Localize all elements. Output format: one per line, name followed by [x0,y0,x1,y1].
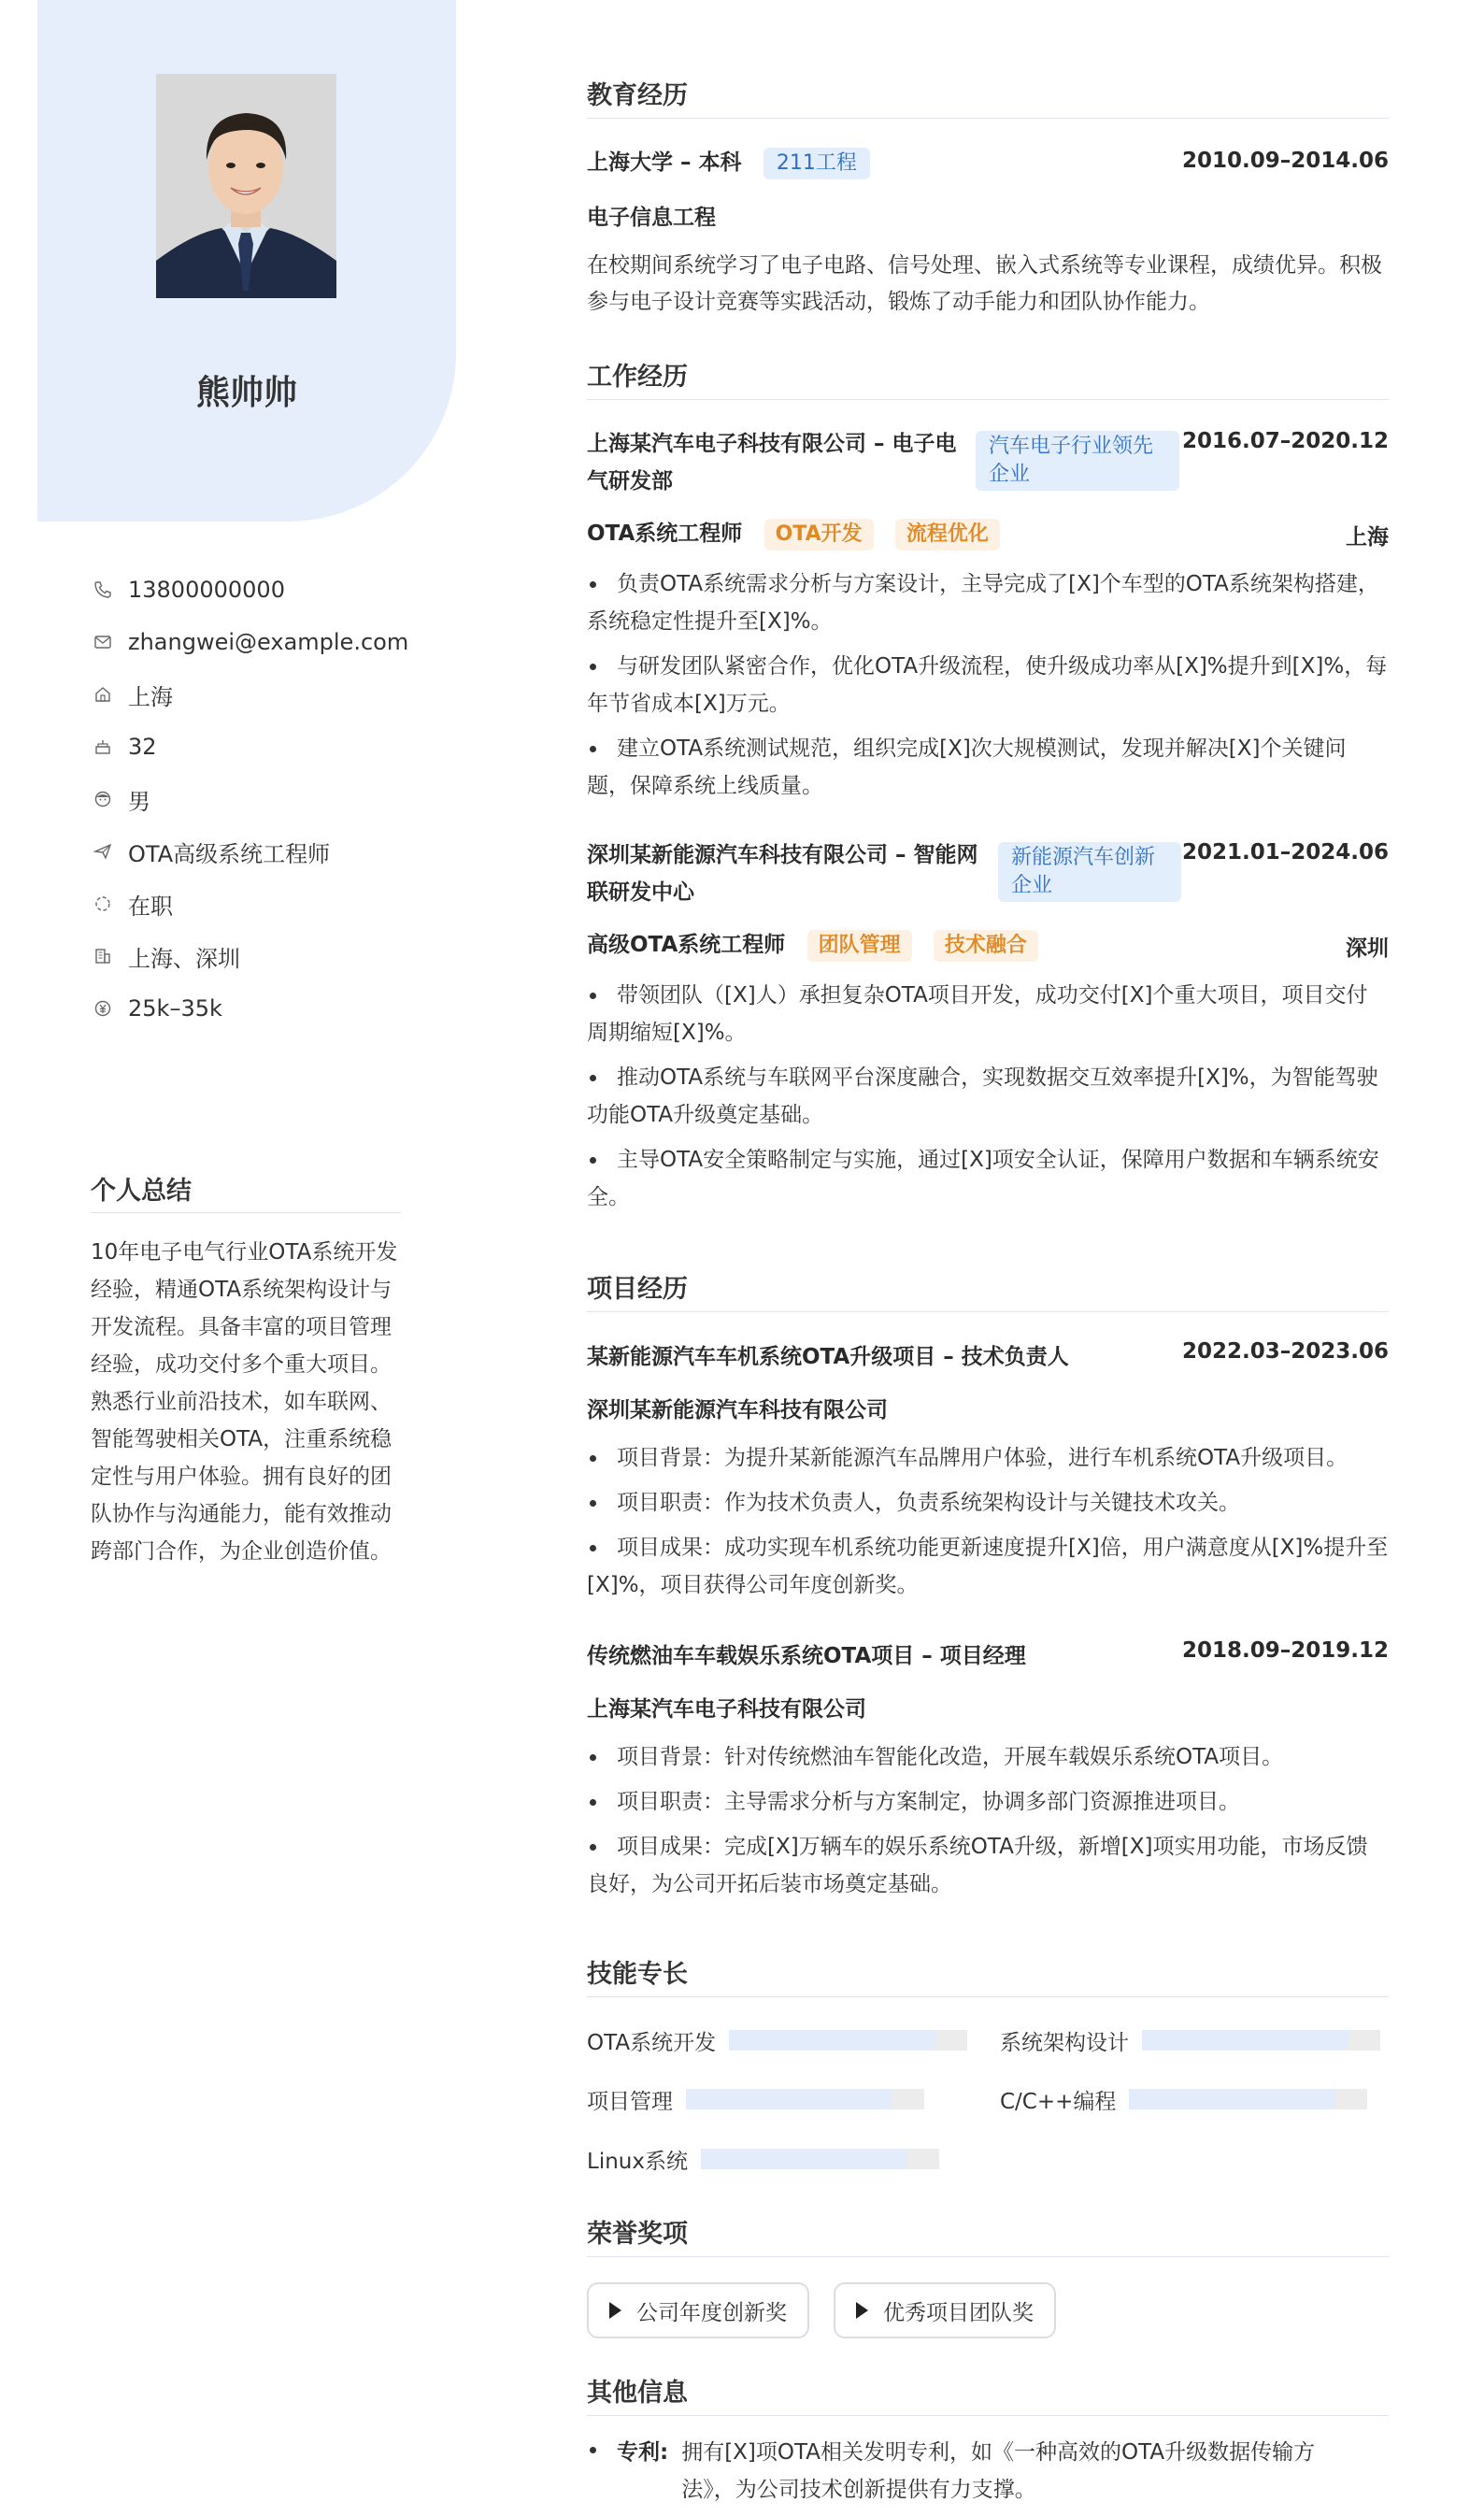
other-heading: 其他信息 [587,2372,1389,2416]
play-icon [609,2302,621,2319]
skill-level-bar [729,2030,967,2051]
contact-status [91,878,427,930]
job-1-bullets [587,565,1389,812]
list-item: 项目职责：作为技术负责人，负责系统架构设计与关键技术攻关。 [587,1484,1389,1522]
job-2-date: 2021.01–2024.06 [1181,840,1389,865]
skill-name: OTA系统开发 [587,2030,717,2055]
job-2-position-row [587,927,1389,962]
job-1-date: 2016.07–2020.12 [1181,429,1389,453]
job-2-header [587,836,1389,911]
skills-heading: 技能专长 [587,1953,1389,1997]
contact-city [91,668,427,721]
project-1-name: 某新能源汽车车机系统OTA升级项目 – 技术负责人 [587,1345,1069,1369]
status-icon [91,892,115,916]
home-icon [91,682,115,707]
list-item: 项目成果：完成[X]万辆车的娱乐系统OTA升级，新增[X]项实用功能，市场反馈良好，为公司开拓后装市场奠定基础。 [587,1828,1389,1903]
job-2-skill-tag: 团队管理 [807,930,912,962]
summary-text: 10年电子电气行业OTA系统开发经验，精通OTA系统架构设计与开发流程。具备丰富的项目管理经验，成功交付多个重大项目。熟悉行业前沿技术，如车联网、智能驾驶相关OTA，注重系统稳定性与用户体验。拥有良好的团队协作与沟通能力，能有效推动跨部门合作，为企业创造价值。 [91,1240,398,1564]
job-2-tag: 新能源汽车创新企业 [998,842,1181,902]
job-2-position: 高级OTA系统工程师 [587,933,786,957]
list-item: 项目背景：为提升某新能源汽车品牌用户体验，进行车机系统OTA升级项目。 [587,1439,1389,1477]
contact-salary-text: 25k–35k [128,995,222,1022]
contact-phone-text: 13800000000 [128,577,285,603]
contact-salary [91,982,427,1035]
education-tag: 211工程 [763,148,870,179]
skill-name: C/C++编程 [1000,2089,1117,2114]
job-2-bullets [587,977,1389,1223]
project-2-name: 传统燃油车车载娱乐系统OTA项目 – 项目经理 [587,1644,1026,1668]
job-1-city: 上海 [1346,525,1389,550]
award-item[interactable] [587,2282,809,2338]
projects-heading: 项目经历 [587,1268,1389,1312]
building-icon [91,944,115,968]
contact-age-text: 32 [128,734,157,760]
skill-item [1000,2022,1380,2059]
send-icon [91,839,115,864]
patent-text: 拥有[X]项OTA相关发明专利，如《一种高效的OTA升级数据传输方法》，为公司技术创新提供有力支撑。 [681,2440,1316,2502]
job-2-company: 深圳某新能源汽车科技有限公司 – 智能网联研发中心 [587,843,978,905]
list-item: 推动OTA系统与车联网平台深度融合，实现数据交互效率提升[X]%，为智能驾驶功能OTA升级奠定基础。 [587,1059,1389,1134]
project-2-company: 上海某汽车电子科技有限公司 [587,1697,866,1722]
contact-email [91,616,427,668]
job-1-tag: 汽车电子行业领先企业 [976,431,1179,491]
list-item: 主导OTA安全策略制定与实施，通过[X]项安全认证，保障用户数据和车辆系统安全。 [587,1141,1389,1216]
job-1-position: OTA系统工程师 [587,522,743,546]
skill-name: 系统架构设计 [1000,2030,1129,2055]
job-1-company: 上海某汽车电子科技有限公司 – 电子电气研发部 [587,432,957,493]
salary-icon [91,996,115,1021]
contact-email-text: zhangwei@example.com [128,629,409,655]
project-2-date: 2018.09–2019.12 [1181,1638,1389,1663]
job-2-skill-tag: 技术融合 [934,930,1038,962]
contact-status-text: 在职 [128,893,173,920]
skill-item [587,2140,939,2178]
list-item: 建立OTA系统测试规范，组织完成[X]次大规模测试，发现并解决[X]个关键问题，保障系统上线质量。 [587,730,1389,805]
phone-icon [91,578,115,602]
list-item: 与研发团队紧密合作，优化OTA升级流程，使升级成功率从[X]%提升到[X]%，每年节省成本[X]万元。 [587,648,1389,722]
list-item: 带领团队（[X]人）承担复杂OTA项目开发，成功交付[X]个重大项目，项目交付周期缩短[X]%。 [587,977,1389,1051]
list-item: 负责OTA系统需求分析与方案设计，主导完成了[X]个车型的OTA系统架构搭建，系统稳定性提升至[X]%。 [587,565,1389,640]
skill-item [587,2080,924,2118]
awards-heading: 荣誉奖项 [587,2213,1389,2257]
job-1-header [587,425,1389,500]
contact-gender [91,773,427,825]
award-label: 优秀项目团队奖 [883,2300,1034,2325]
skill-item [1000,2080,1367,2118]
contact-list [91,564,427,1035]
patent-label: 专利: [617,2440,669,2465]
bullet-dot [590,2447,596,2453]
skill-level-bar [1142,2030,1380,2051]
contact-city-text: 上海 [128,683,173,710]
skill-level-bar [701,2149,939,2169]
face-icon [91,787,115,811]
education-heading: 教育经历 [587,75,1389,119]
project-1-bullets [587,1439,1389,1611]
play-icon [856,2302,868,2319]
contact-target-city-text: 上海、深圳 [128,945,240,972]
work-heading: 工作经历 [587,356,1389,400]
job-1-position-row [587,516,1389,550]
contact-target-city [91,930,427,982]
contact-gender-text: 男 [128,788,150,815]
summary-heading: 个人总结 [91,1170,401,1213]
job-1-skill-tag: OTA开发 [764,519,874,550]
project-1-date: 2022.03–2023.06 [1181,1339,1389,1364]
job-2-city: 深圳 [1346,936,1389,961]
job-1-skill-tag: 流程优化 [895,519,1000,550]
contact-job-target [91,825,427,878]
cake-icon [91,735,115,759]
avatar-photo [156,74,336,298]
contact-phone [91,564,427,616]
skill-item [587,2022,967,2059]
other-patent [587,2434,1389,2509]
award-label: 公司年度创新奖 [636,2300,787,2325]
list-item: 项目成果：成功实现车机系统功能更新速度提升[X]倍，用户满意度从[X]%提升至[X]%，项目获得公司年度创新奖。 [587,1529,1389,1604]
skill-level-bar [1129,2089,1367,2109]
skill-name: Linux系统 [587,2149,688,2174]
project-1-header [587,1339,1389,1370]
mail-icon [91,630,115,654]
skill-level-bar [686,2089,924,2109]
education-date: 2010.09–2014.06 [1181,149,1389,173]
project-1-company: 深圳某新能源汽车科技有限公司 [587,1398,888,1422]
person-name: 熊帅帅 [195,374,297,412]
list-item: 项目职责：主导需求分析与方案制定，协调多部门资源推进项目。 [587,1783,1389,1821]
education-school: 上海大学 – 本科 [587,150,742,175]
contact-job-target-text: OTA高级系统工程师 [128,840,331,867]
project-2-bullets [587,1738,1389,1910]
contact-age [91,721,427,773]
award-item[interactable] [834,2282,1056,2338]
education-major: 电子信息工程 [587,206,716,230]
skill-name: 项目管理 [587,2089,673,2114]
education-desc: 在校期间系统学习了电子电路、信号处理、嵌入式系统等专业课程，成绩优异。积极参与电子设计竞赛等实践活动，锻炼了动手能力和团队协作能力。 [587,253,1382,314]
list-item: 项目背景：针对传统燃油车智能化改造，开展车载娱乐系统OTA项目。 [587,1738,1389,1776]
education-header [587,145,1389,179]
project-2-header [587,1638,1389,1669]
patent-row [617,2434,1351,2509]
